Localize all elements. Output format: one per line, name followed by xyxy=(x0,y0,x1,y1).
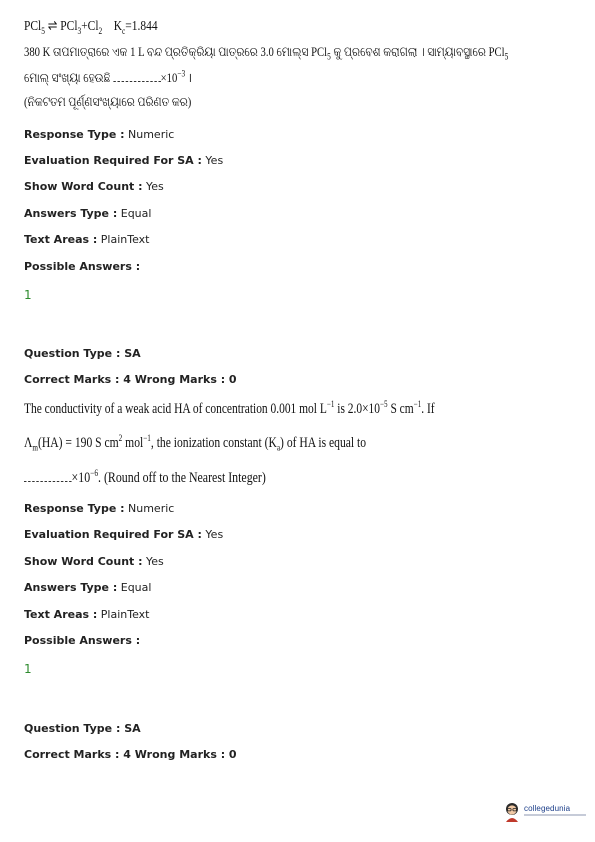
response-type: Response Type : Numeric xyxy=(24,128,175,141)
possible-answer-value: 1 xyxy=(24,288,32,302)
text-areas: Text Areas : PlainText xyxy=(24,233,150,246)
q1-line3: ମୋଲ୍ ସଂଖ୍ୟା ହେଉଛି $\times 10^{-3}$ । xyxy=(24,68,192,85)
question-type: Question Type : SA xyxy=(24,347,141,360)
evaluation-required: Evaluation Required For SA : Yes xyxy=(24,154,224,167)
possible-answers-label: Possible Answers : xyxy=(24,260,141,273)
question-type: Question Type : SA xyxy=(24,722,141,735)
answer-blank xyxy=(24,471,72,482)
evaluation-required: Evaluation Required For SA : Yes xyxy=(24,528,224,541)
possible-answers-label: Possible Answers : xyxy=(24,634,141,647)
marks: Correct Marks : 4 Wrong Marks : 0 xyxy=(24,373,237,386)
response-type: Response Type : Numeric xyxy=(24,502,175,515)
show-word-count: Show Word Count : Yes xyxy=(24,555,164,568)
text-areas: Text Areas : PlainText xyxy=(24,608,150,621)
answers-type: Answers Type : Equal xyxy=(24,581,152,594)
answers-type: Answers Type : Equal xyxy=(24,207,152,220)
show-word-count: Show Word Count : Yes xyxy=(24,180,164,193)
possible-answer-value: 1 xyxy=(24,662,32,676)
mascot-icon xyxy=(503,802,521,822)
q1-equation: PCl$_5$ ⇌ $PCl_3+Cl_2$ $K_c=1.844$ xyxy=(24,19,158,36)
q1-line2: 380 K ତାପମାତ୍ରାରେ ଏକ 1 L ବନ୍ଦ ପ୍ରତିକ୍ରିୟା ପାତ୍ରରେ 3.0 ମୋଲ୍ସ PCl$_5$ କୁ ପ୍ରବେଶ କରାଗଲା । ସାମ୍ୟାବସ୍ଥାରେ PCl$_5$ xyxy=(24,44,509,62)
q2-line1: The conductivity of a weak acid HA of concentration 0.001 mol $L^{-1}$ is $2.0\times 10^{-5}$ S $cm^{-1}$. If xyxy=(24,399,435,417)
q2-line3: $\times 10^{-6}$. (Round off to the Nearest Integer) xyxy=(24,468,266,487)
q1-line4: (ନିକଟତମ ପୂର୍ଣ୍ଣସଂଖ୍ୟାରେ ପରିଣତ କର) xyxy=(24,94,192,109)
logo-tagline xyxy=(524,814,586,816)
collegedunia-logo: collegedunia xyxy=(503,800,591,826)
answer-blank xyxy=(113,71,161,82)
marks: Correct Marks : 4 Wrong Marks : 0 xyxy=(24,748,237,761)
q2-line2: $\Lambda_m(HA) = 190$ S $cm^2$ mol$^{-1}$, the ionization constant $(K_a)$ of HA is equal to xyxy=(24,433,367,453)
